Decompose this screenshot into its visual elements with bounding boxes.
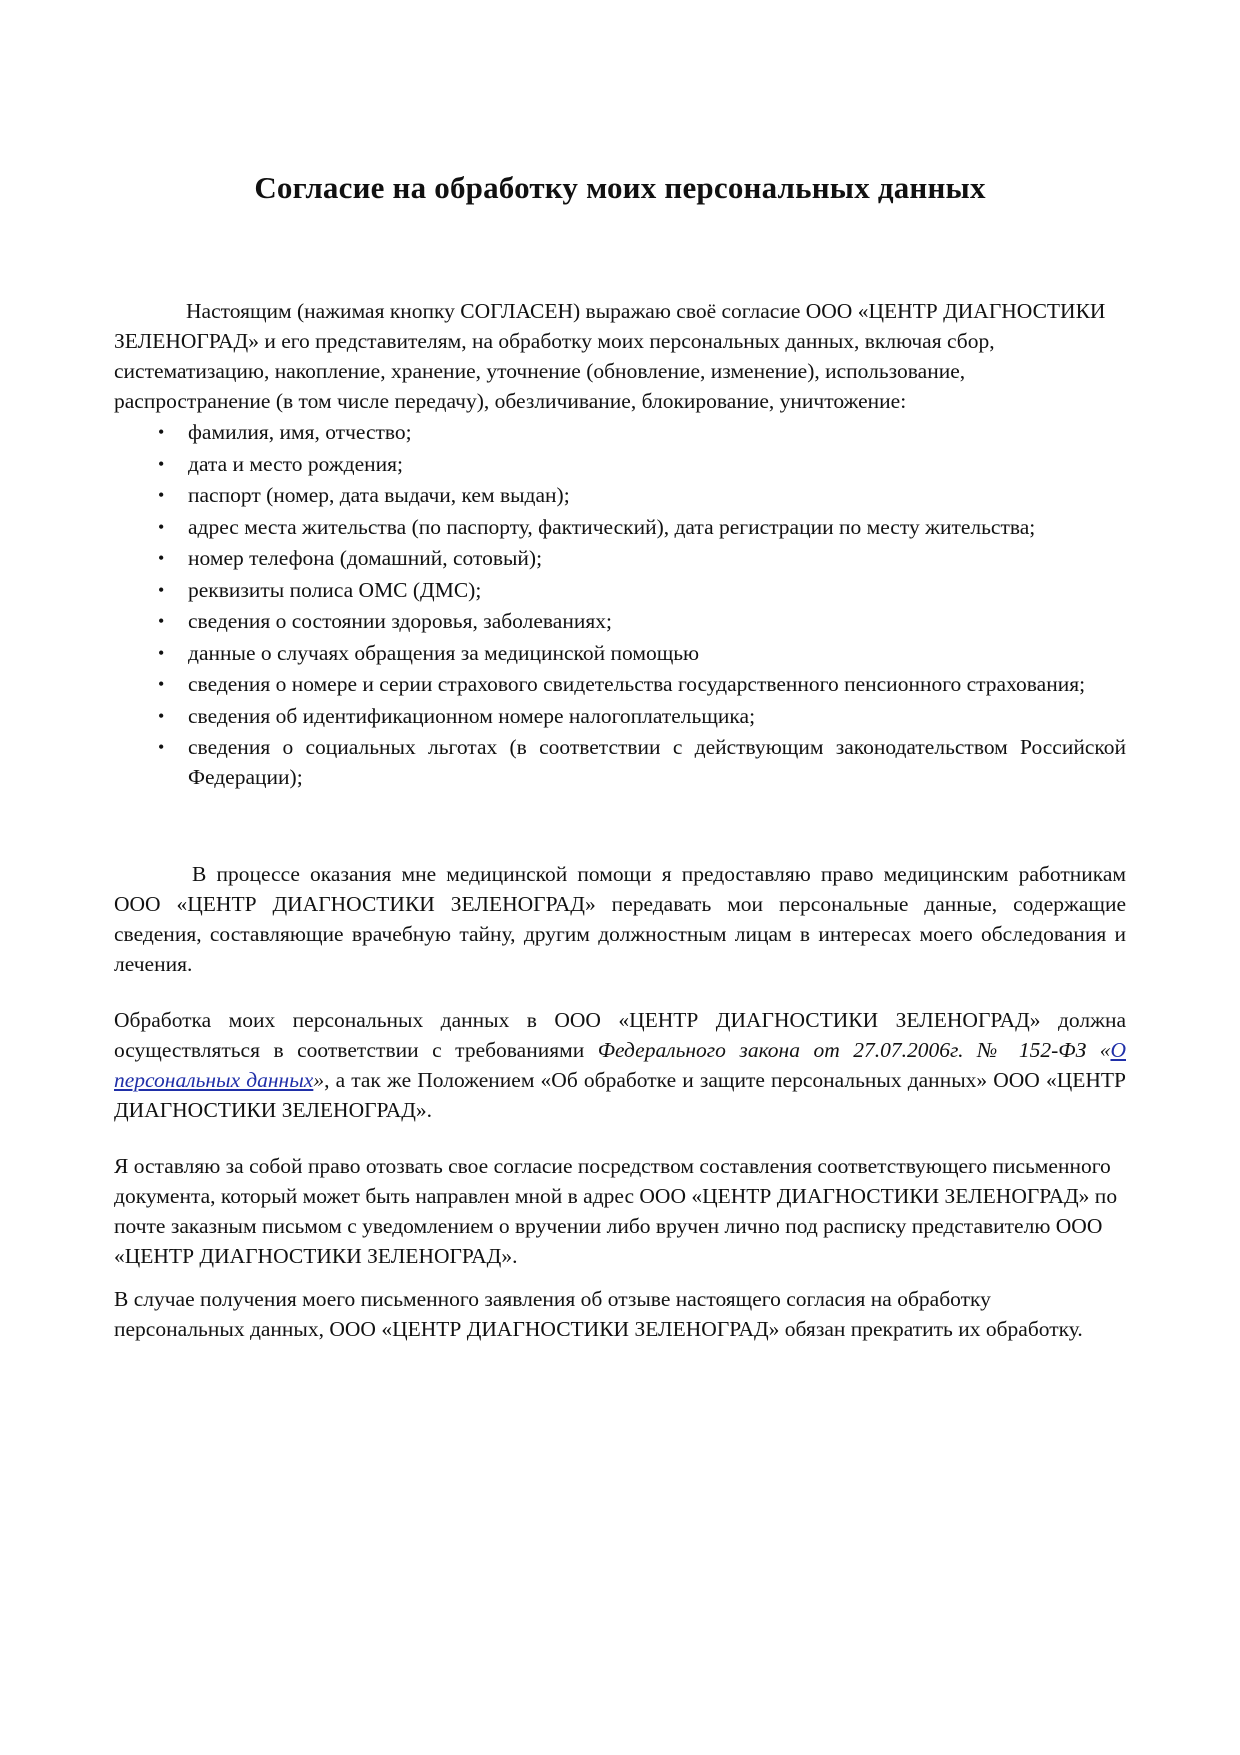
list-item bbox=[114, 480, 1126, 510]
personal-data-list bbox=[114, 417, 1126, 794]
list-item bbox=[114, 575, 1126, 605]
list-item bbox=[114, 417, 1126, 447]
law-reference: Федерального закона от 27.07.2006г. № 152-ФЗ « bbox=[597, 1038, 1111, 1062]
list-item bbox=[114, 606, 1126, 636]
list-item bbox=[114, 701, 1126, 731]
intro-paragraph: Настоящим (нажимая кнопку СОГЛАСЕН) выражаю своё согласие ООО «ЦЕНТР ДИАГНОСТИКИ ЗЕЛЕНОГРАД» и его представителям, на обработку моих персональных данных, включая сбор, систематизацию, накопление, хранение, уточнение (обновление, изменение), использование, распространение (в том числе передачу), обезличивание, блокирование, уничтожение: bbox=[114, 299, 1106, 413]
list-item bbox=[114, 638, 1126, 668]
law-paragraph-text-end: , а так же Положением «Об обработке и защите персональных данных» ООО «ЦЕНТР ДИАГНОСТИКИ ЗЕЛЕНОГРАД». bbox=[114, 1068, 1126, 1122]
list-item-text: фамилия, имя, отчество; bbox=[188, 420, 412, 444]
list-item-text: номер телефона (домашний, сотовый); bbox=[188, 546, 543, 570]
list-item bbox=[114, 543, 1126, 573]
bullet-icon: • bbox=[158, 674, 165, 694]
list-item bbox=[114, 512, 1126, 542]
list-item bbox=[114, 449, 1126, 479]
list-item bbox=[114, 669, 1126, 699]
list-item-text: реквизиты полиса ОМС (ДМС); bbox=[188, 577, 482, 602]
law-compliance-paragraph bbox=[114, 1005, 1126, 1125]
personal-data-law-link[interactable]: О персональных данных bbox=[114, 1038, 1126, 1092]
bullet-icon: • bbox=[158, 737, 165, 757]
law-paragraph-text: Обработка моих персональных данных в ООО «ЦЕНТР ДИАГНОСТИКИ ЗЕЛЕНОГРАД» должна осуществляться в соответствии с требованиями bbox=[114, 1008, 1126, 1062]
receipt-paragraph: В случае получения моего письменного заявления об отзыве настоящего согласия на обработку персональных данных, ООО «ЦЕНТР ДИАГНОСТИКИ ЗЕЛЕНОГРАД» обязан прекратить их обработку. bbox=[114, 1287, 1083, 1341]
bullet-icon: • bbox=[158, 453, 165, 474]
revoke-consent-paragraph: Я оставляю за собой право отозвать свое согласие посредством составления соответствующего письменного документа, который может быть направлен мной в адрес ООО «ЦЕНТР ДИАГНОСТИКИ ЗЕЛЕНОГРАД» по почте заказным письмом с уведомлением о вручении либо вручен лично под расписку представителю ООО «ЦЕНТР ДИАГНОСТИКИ ЗЕЛЕНОГРАД». bbox=[114, 1154, 1118, 1268]
bullet-icon: • bbox=[158, 642, 165, 663]
bullet-icon: • bbox=[158, 611, 165, 631]
bullet-icon: • bbox=[158, 485, 165, 505]
list-item bbox=[114, 732, 1126, 792]
list-item-text: данные о случаях обращения за медицинской помощью bbox=[188, 640, 700, 665]
bullet-icon: • bbox=[158, 422, 165, 442]
bullet-icon: • bbox=[158, 516, 165, 537]
list-item-text: сведения о состоянии здоровья, заболеваниях; bbox=[188, 609, 612, 633]
list-item-text: дата и место рождения; bbox=[188, 451, 404, 476]
bullet-icon: • bbox=[158, 579, 165, 600]
medical-secrecy-paragraph: В процессе оказания мне медицинской помощи я предоставляю право медицинским работникам ООО «ЦЕНТР ДИАГНОСТИКИ ЗЕЛЕНОГРАД» передавать мои персональные данные, содержащие сведения, составляющие врачебную тайну, другим должностным лицам в интересах моего обследования и лечения. bbox=[114, 862, 1126, 976]
document-title: Согласие на обработку моих персональных данных bbox=[254, 170, 986, 205]
list-item-text: паспорт (номер, дата выдачи, кем выдан); bbox=[188, 483, 570, 507]
law-reference-close: » bbox=[313, 1068, 325, 1092]
list-item-text: сведения об идентификационном номере налогоплательщика; bbox=[188, 703, 756, 728]
bullet-icon: • bbox=[158, 705, 165, 726]
list-item-text: сведения о номере и серии страхового свидетельства государственного пенсионного страхования; bbox=[188, 672, 1086, 696]
list-item-text: адрес места жительства (по паспорту, фактический), дата регистрации по месту жительства; bbox=[188, 514, 1036, 539]
list-item-text: сведения о социальных льготах (в соответствии с действующим законодательством Российской Федерации); bbox=[188, 735, 1126, 789]
bullet-icon: • bbox=[158, 548, 165, 568]
